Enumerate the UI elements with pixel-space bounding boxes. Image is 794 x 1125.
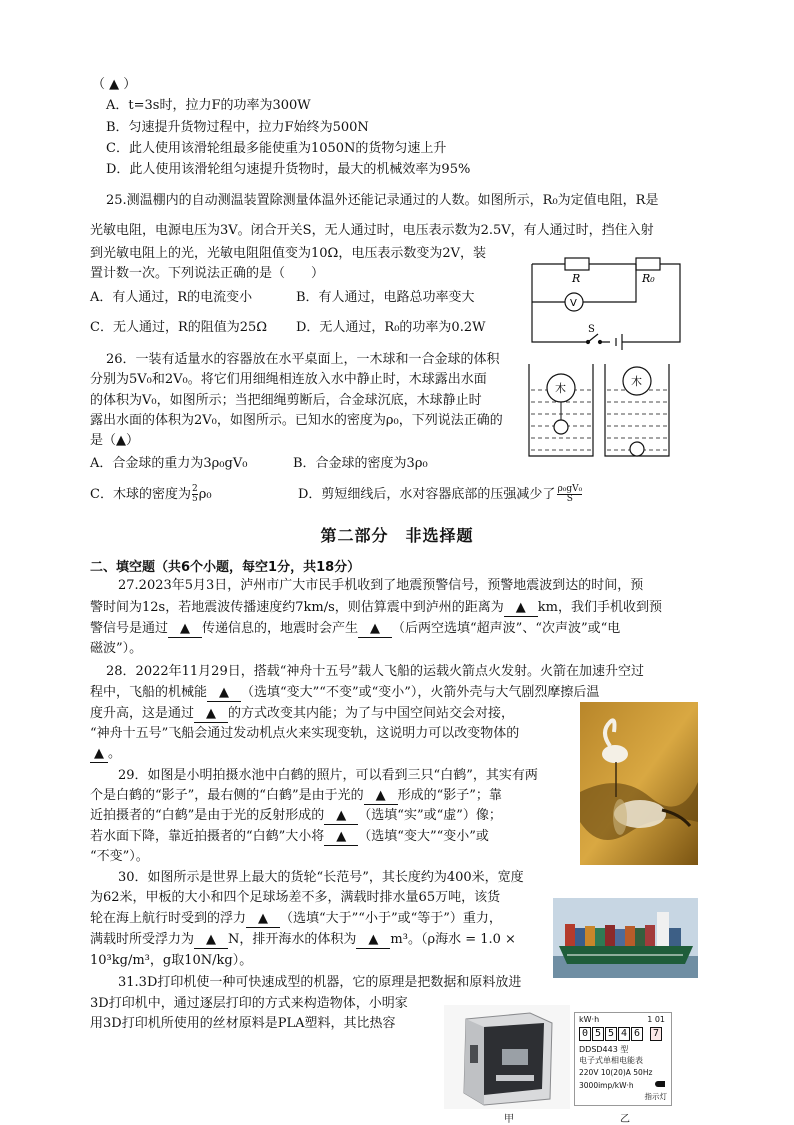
q26-line-4: 露出水面的体积为2V₀，如图所示。已知水的密度为ρ₀，下列说法正确的	[90, 413, 503, 428]
q30-line-2: 为62米，甲板的大小和四个足球场差不多，满载时排水量65万吨，该货	[90, 890, 501, 905]
meter-unit: kW·h	[579, 1015, 600, 1024]
fig-label-jia: 甲	[504, 1114, 514, 1125]
q27-line-2: 警时间为12s，若地震波传播速度约7km/s，则估算震中到泸州的距离为 ▲ km，我们手机收到预	[90, 600, 662, 615]
q29-line-2: 个是白鹤的“影子”，最右侧的“白鹤”是由于光的 ▲ 形成的“影子”；靠	[90, 788, 502, 803]
q29-line-3: 近拍摄者的“白鹤”是由于光的反射形成的 ▲ （选填“实”或“虚”）像；	[90, 808, 502, 823]
meter-digit: 0	[579, 1027, 591, 1041]
q28-line-5: ▲ 。	[90, 746, 121, 763]
q28-line-1: 28．2022年11月29日，搭载“神舟十五号”载人飞船的运载火箭点火发射。火箭在加速升空过	[106, 664, 645, 679]
meter-digit: 4	[618, 1027, 630, 1041]
meter-digit: 5	[605, 1027, 617, 1041]
meter-spec: 220V 10(20)A 50Hz	[579, 1068, 653, 1077]
q25-line-1: 25.测温棚内的自动测温装置除测量体温外还能记录通过的人数。如图所示，R₀为定值电阻，R是	[106, 193, 659, 208]
q29-line-1: 29．如图是小明拍摄水池中白鹤的照片，可以看到三只“白鹤”，其实有两	[118, 768, 538, 783]
q26-line-5: 是（▲）	[90, 433, 139, 448]
q31-line-2: 3D打印机中，通过逐层打印的方式来构造物体，小明家	[90, 996, 408, 1011]
q30-line-1: 30．如图所示是世界上最大的货轮“长范号”，其长度约为400米，宽度	[118, 870, 524, 885]
q28-line-2: 程中，飞船的机械能 ▲ （选填“变大”“不变”或“变小”），火箭外壳与大气剧烈摩擦后温	[90, 685, 600, 700]
meter-name: 电子式单相电能表	[579, 1056, 643, 1065]
q25-line-3: 到光敏电阻上的光，光敏电阻阻值变为10Ω，电压表示数变为2V，装	[90, 246, 486, 261]
q26-line-1: 26．一装有适量水的容器放在水平桌面上，一木球和一合金球的体积	[106, 352, 500, 367]
meter-indicator-label: 指示灯	[644, 1092, 667, 1101]
electric-meter	[574, 1012, 672, 1106]
q26-line-3: 的体积为V₀，如图所示；当把细绳剪断后，合金球沉底，木球静止时	[90, 393, 482, 408]
circuit-r-label: R	[572, 272, 581, 285]
q25-option-a: A．有人通过，R的电流变小	[90, 290, 253, 305]
q25-option-c: C．无人通过，R的阻值为25Ω	[90, 320, 268, 335]
meter-decimal-digit: 7	[650, 1027, 662, 1041]
q28-line-4: “神舟十五号”飞船会通过发动机点火来实现变轨，这说明力可以改变物体的	[90, 726, 520, 741]
meter-imp: 3000imp/kW·h	[579, 1081, 634, 1090]
q30-line-4: 满载时所受浮力为 ▲ N，排开海水的体积为 ▲ m³。（ρ海水 = 1.0 ×	[90, 932, 516, 947]
meter-digit: 5	[592, 1027, 604, 1041]
part2-title: 第二部分 非选择题	[320, 526, 474, 545]
q31-line-3: 用3D打印机所使用的丝材原料是PLA塑料，其比热容	[90, 1016, 396, 1031]
wood-ball-label-2: 木	[631, 375, 642, 388]
circuit-r0-label: R₀	[642, 272, 655, 285]
q29-line-4: 若水面下降，靠近拍摄者的“白鹤”大小将 ▲ （选填“变大”“变小”或	[90, 829, 489, 844]
q24-option-d: D．此人使用该滑轮组匀速提升货物时，最大的机械效率为95%	[106, 162, 471, 177]
q27-line-4: 磁波”）。	[90, 641, 143, 656]
q31-line-1: 31.3D打印机使一种可快速成型的机器，它的原理是把数据和原料放进	[118, 975, 522, 990]
q30-line-5: 10³kg/m³，g取10N/kg）。	[90, 953, 253, 968]
q24-bracket: （ ▲ ）	[92, 77, 137, 92]
fig-label-yi: 乙	[620, 1114, 630, 1125]
3d-printer-photo	[444, 1005, 570, 1109]
cargo-ship-photo	[553, 898, 698, 978]
q26-option-a: A．合金球的重力为3ρ₀gV₀	[90, 456, 248, 471]
meter-phase: 1 01	[647, 1015, 665, 1024]
q24-option-a: A．t=3s时，拉力F的功率为300W	[106, 98, 311, 113]
meter-model: DDSD443 型	[579, 1045, 629, 1054]
q25-line-2: 光敏电阻，电源电压为3V。闭合开关S，无人通过时，电压表示数为2.5V，有人通过时，挡住入射	[90, 223, 654, 238]
indicator-light-icon	[655, 1081, 665, 1087]
q24-option-b: B．匀速提升货物过程中，拉力F始终为500N	[106, 120, 369, 135]
q29-line-5: “不变”）。	[90, 849, 149, 864]
meter-digits	[579, 1027, 662, 1041]
q27-line-3: 警信号是通过 ▲ 传递信息的，地震时会产生 ▲ （后两空选填“超声波”、“次声波”或“电	[90, 621, 621, 636]
q24-option-c: C．此人使用该滑轮组最多能使重为1050N的货物匀速上升	[106, 141, 447, 156]
wood-ball-label-1: 木	[555, 382, 566, 395]
q25-option-b: B．有人通过，电路总功率变大	[296, 290, 475, 305]
q30-line-3: 轮在海上航行时受到的浮力 ▲ （选填“大于”“小于”或“等于”）重力，	[90, 911, 502, 926]
meter-digit: 6	[631, 1027, 643, 1041]
q27-line-1: 27.2023年5月3日，泸州市广大市民手机收到了地震预警信号，预警地震波到达的时间，预	[118, 578, 644, 593]
q26-containers-diagram	[525, 360, 675, 460]
q26-option-b: B．合金球的密度为3ρ₀	[293, 456, 428, 471]
q26-option-c: C．木球的密度为 $\frac{2}{5}$ ρ₀	[90, 484, 212, 504]
circuit-v-label: V	[570, 298, 577, 309]
q28-line-3: 度升高，这是通过 ▲ 的方式改变其内能；为了与中国空间站交会对接，	[90, 706, 515, 721]
q25-circuit-diagram	[530, 252, 685, 350]
q26-line-2: 分别为5V₀和2V₀。将它们用细绳相连放入水中静止时，木球露出水面	[90, 372, 487, 387]
q25-line-4: 置计数一次。下列说法正确的是（ ）	[90, 266, 325, 281]
circuit-s-label: S	[588, 324, 595, 335]
q25-option-d: D．无人通过，R₀的功率为0.2W	[296, 320, 486, 335]
section-2-heading: 二、填空题（共6个小题，每空1分，共18分）	[90, 560, 361, 575]
q26-option-d: D．剪短细线后，水对容器底部的压强减少了 $\frac{\text{ρ₀gV₀}}{S}$	[298, 484, 583, 504]
egret-photo	[580, 702, 698, 865]
